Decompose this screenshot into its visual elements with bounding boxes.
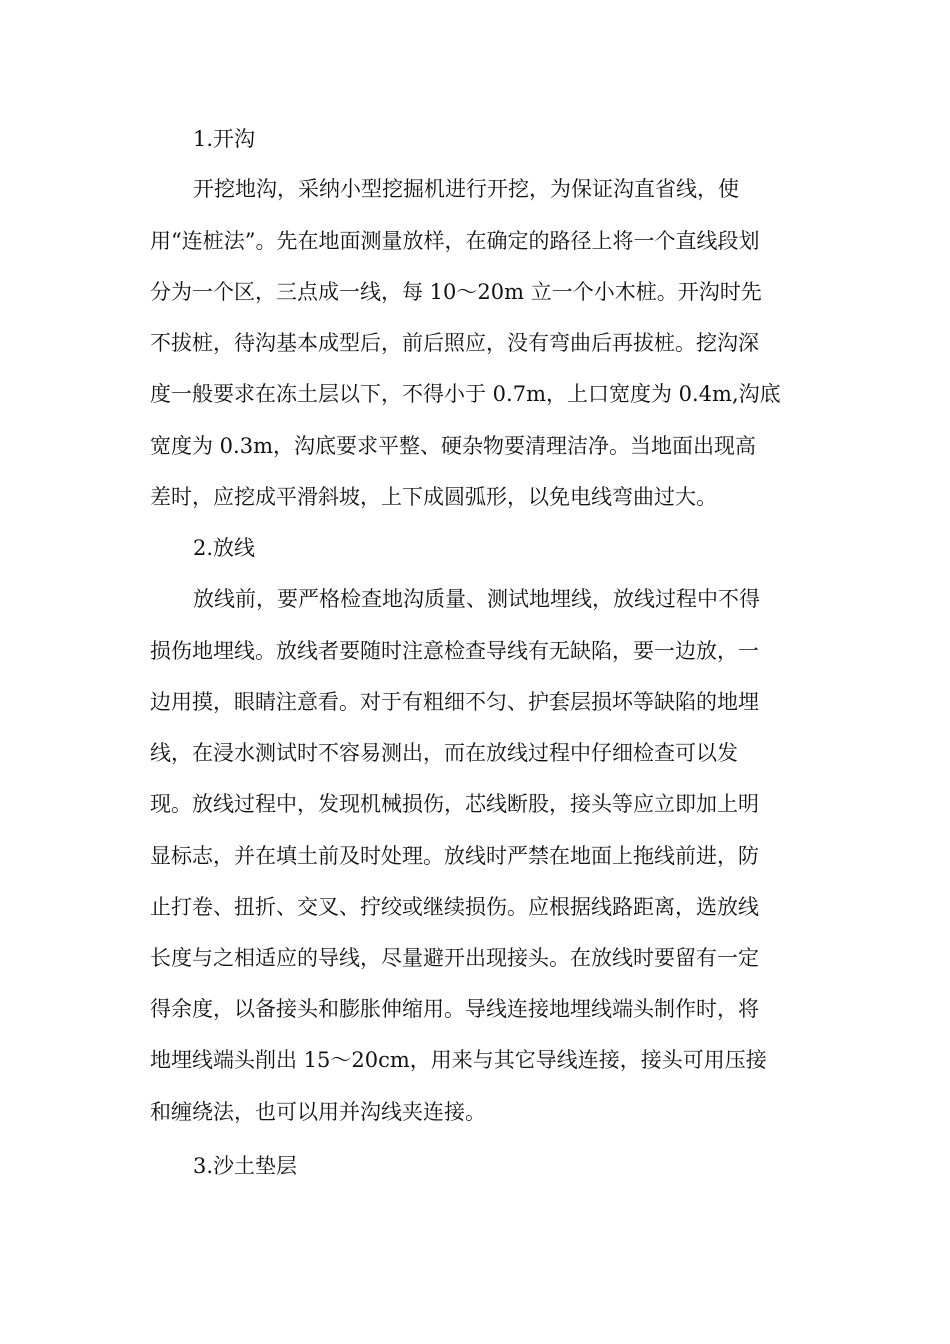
paragraph-line: 地埋线端头削出 15～20cm，用来与其它导线连接，接头可用压接 xyxy=(150,1048,767,1072)
paragraph-line: 分为一个区，三点成一线，每 10～20m 立一个小木桩。开沟时先 xyxy=(150,280,762,304)
section-heading-1: 1.开沟 xyxy=(193,127,256,151)
paragraph-line: 差时，应挖成平滑斜坡，上下成圆弧形，以免电线弯曲过大。 xyxy=(150,485,717,509)
paragraph-line: 边用摸，眼睛注意看。对于有粗细不匀、护套层损坏等缺陷的地埋 xyxy=(150,690,759,714)
paragraph-line: 放线前，要严格检查地沟质量、测试地埋线，放线过程中不得 xyxy=(193,587,760,611)
paragraph-line: 显标志，并在填土前及时处理。放线时严禁在地面上拖线前进，防 xyxy=(150,844,759,868)
paragraph-line: 用“连桩法”。先在地面测量放样，在确定的路径上将一个直线段划 xyxy=(150,229,760,253)
paragraph-line: 度一般要求在冻土层以下，不得小于 0.7m，上口宽度为 0.4m,沟底 xyxy=(150,382,781,406)
paragraph-line: 线，在浸水测试时不容易测出，而在放线过程中仔细检查可以发 xyxy=(150,741,738,765)
paragraph-line: 损伤地埋线。放线者要随时注意检查导线有无缺陷，要一边放，一 xyxy=(150,639,759,663)
paragraph-line: 止打卷、扭折、交叉、拧绞或继续损伤。应根据线路距离，选放线 xyxy=(150,895,759,919)
paragraph-line: 宽度为 0.3m，沟底要求平整、硬杂物要清理洁净。当地面出现高 xyxy=(150,434,756,458)
paragraph-line: 开挖地沟，采纳小型挖掘机进行开挖，为保证沟直省线，使 xyxy=(193,177,739,201)
paragraph-line: 和缠绕法，也可以用并沟线夹连接。 xyxy=(150,1100,486,1124)
paragraph-line: 不拔桩，待沟基本成型后，前后照应，没有弯曲后再拔桩。挖沟深 xyxy=(150,331,759,355)
paragraph-line: 现。放线过程中，发现机械损伤，芯线断股，接头等应立即加上明 xyxy=(150,792,759,816)
paragraph-line: 长度与之相适应的导线，尽量避开出现接头。在放线时要留有一定 xyxy=(150,946,759,970)
paragraph-line: 得余度，以备接头和膨胀伸缩用。导线连接地埋线端头制作时，将 xyxy=(150,997,759,1021)
section-heading-2: 2.放线 xyxy=(193,536,256,560)
section-heading-3: 3.沙土垫层 xyxy=(193,1154,298,1178)
